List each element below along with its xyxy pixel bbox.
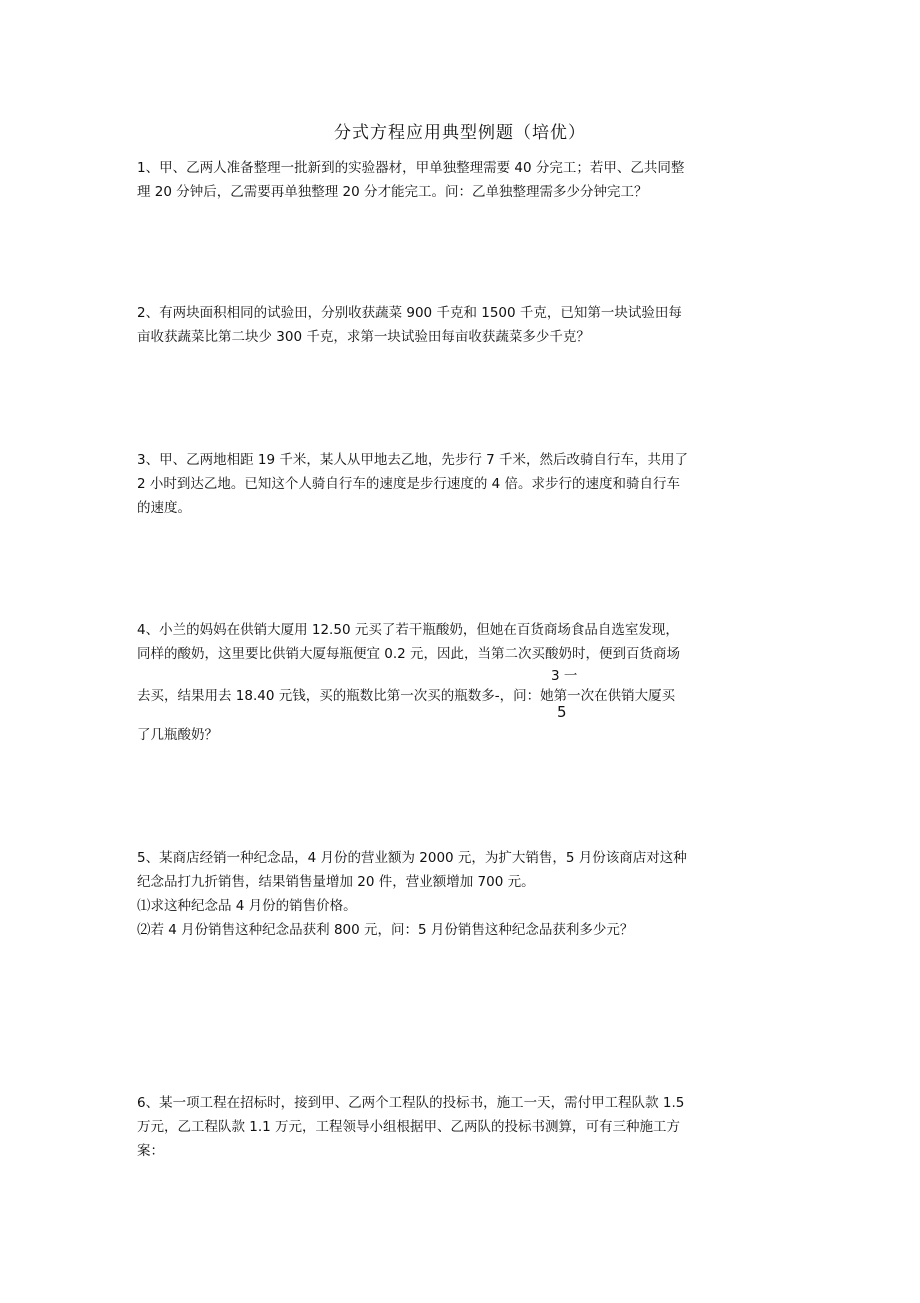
problem-3-line-2: 2 小时到达乙地。已知这个人骑自行车的速度是步行速度的 4 倍。求步行的速度和骑自行车 <box>137 476 681 492</box>
problem-4-line-2: 同样的酸奶，这里要比供销大厦每瓶便宜 0.2 元，因此，当第二次买酸奶时，便到百货商场 <box>137 646 681 662</box>
problem-1-line-1: 1、甲、乙两人准备整理一批新到的实验器材，甲单独整理需要 40 分完工；若甲、乙共同整 <box>137 160 685 176</box>
problem-6-line-3: 案： <box>137 1143 164 1159</box>
fraction-denominator: 5 <box>557 703 567 721</box>
problem-5-sub-1: ⑴求这种纪念品 4 月份的销售价格。 <box>137 898 357 914</box>
problem-6-line-2: 万元，乙工程队款 1.1 万元，工程领导小组根据甲、乙两队的投标书测算，可有三种施工方 <box>137 1119 681 1135</box>
problem-2-line-1: 2、有两块面积相同的试验田，分别收获蔬菜 900 千克和 1500 千克，已知第一块试验田每 <box>137 305 682 321</box>
page-title: 分式方程应用典型例题（培优） <box>334 123 586 143</box>
problem-3-line-1: 3、甲、乙两地相距 19 千米，某人从甲地去乙地，先步行 7 千米，然后改骑自行车，共用了 <box>137 452 689 468</box>
problem-3-line-3: 的速度。 <box>137 500 191 516</box>
problem-5-line-2: 纪念品打九折销售，结果销售量增加 20 件，营业额增加 700 元。 <box>137 874 535 890</box>
problem-4-line-1: 4、小兰的妈妈在供销大厦用 12.50 元买了若干瓶酸奶，但她在百货商场食品自选室发现， <box>137 622 679 638</box>
problem-5-line-1: 5、某商店经销一种纪念品，4 月份的营业额为 2000 元，为扩大销售，5 月份该商店对这种 <box>137 850 687 866</box>
fraction-numerator: 3 一 <box>551 668 578 684</box>
problem-1-line-2: 理 20 分钟后，乙需要再单独整理 20 分才能完工。问：乙单独整理需多少分钟完工？ <box>137 184 648 200</box>
problem-2-line-2: 亩收获蔬菜比第二块少 300 千克，求第一块试验田每亩收获蔬菜多少千克？ <box>137 329 590 345</box>
problem-4-line-4: 了几瓶酸奶？ <box>137 727 218 743</box>
problem-4-line-3: 去买，结果用去 18.40 元钱，买的瓶数比第一次买的瓶数多-，问：她第一次在供销大厦买 <box>137 688 676 704</box>
problem-5-sub-2: ⑵若 4 月份销售这种纪念品获利 800 元，问：5 月份销售这种纪念品获利多少元？ <box>137 922 634 938</box>
problem-6-line-1: 6、某一项工程在招标时，接到甲、乙两个工程队的投标书，施工一天，需付甲工程队款 1.5 <box>137 1095 685 1111</box>
